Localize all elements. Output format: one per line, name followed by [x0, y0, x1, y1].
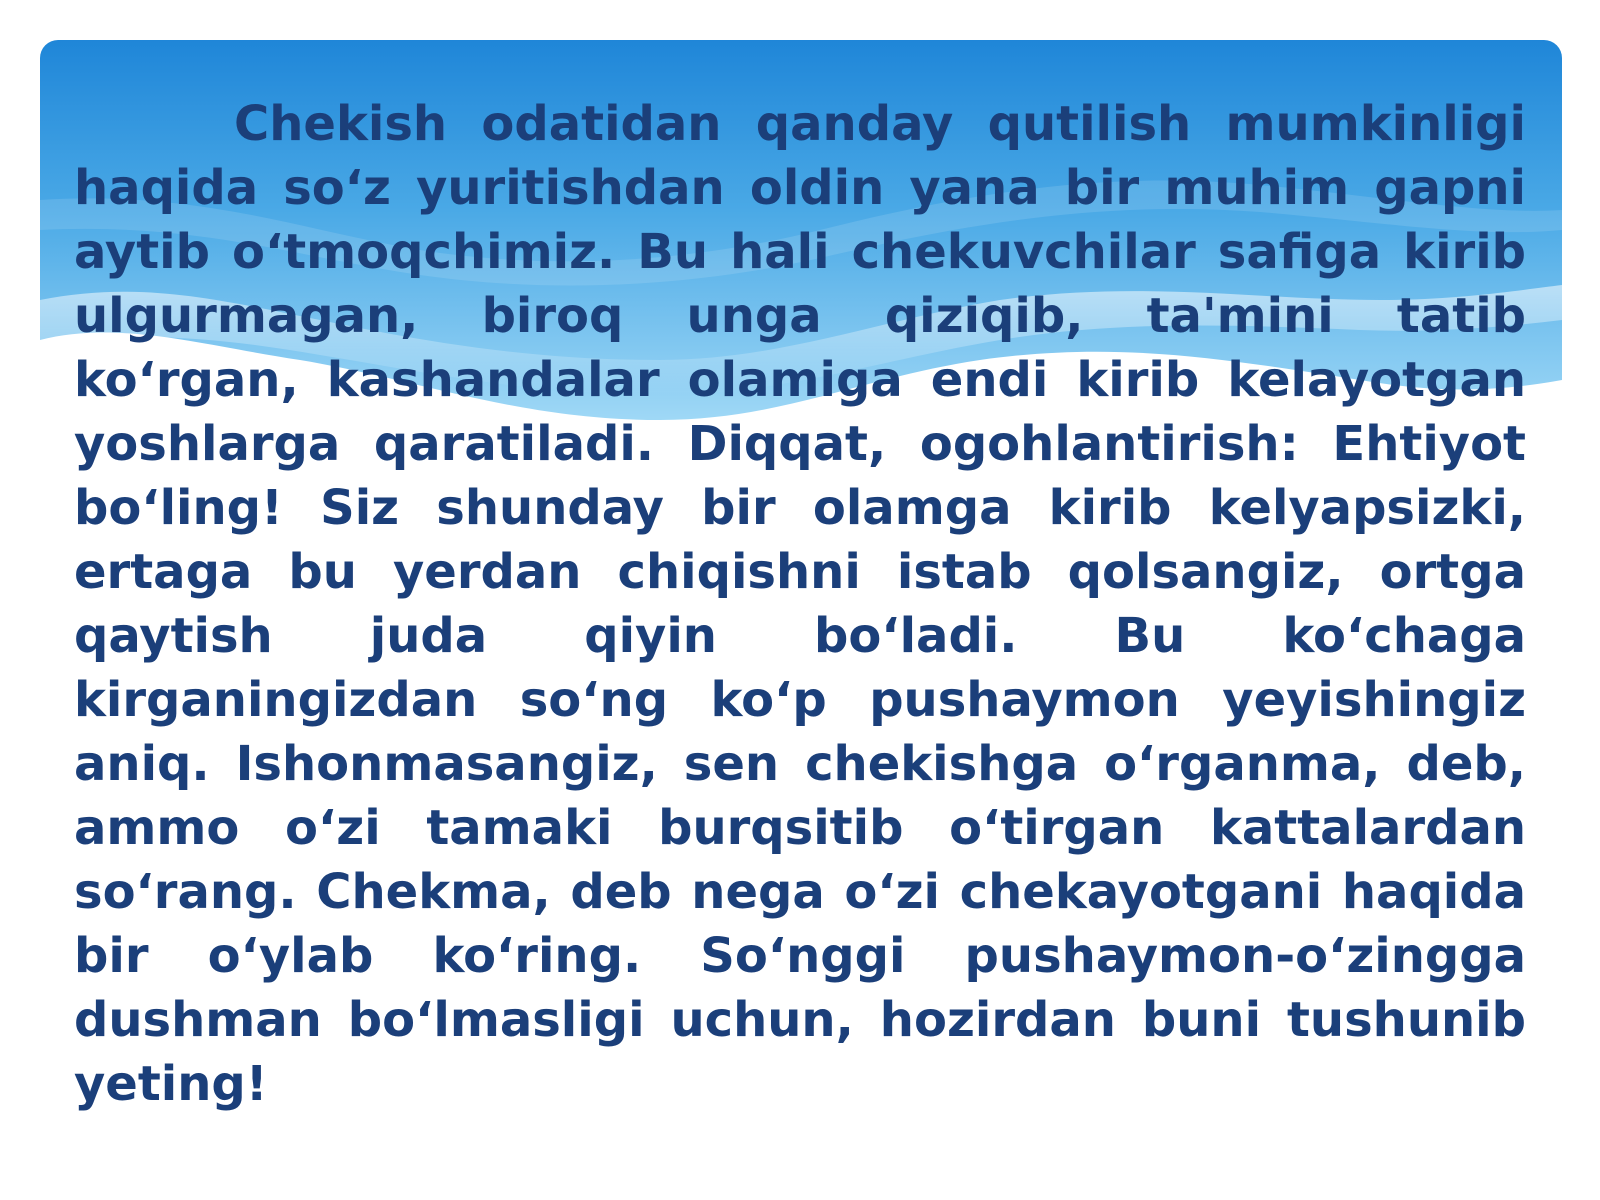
body-paragraph: Chekish odatidan qanday qutilish mumkinligi haqida so‘z yuritishdan oldin yana bir muhim gapni aytib o‘tmoqchimiz. Bu hali chekuvchilar safiga kirib ulgurmagan, biroq unga qiziqib, ta'mini tatib ko‘rgan, kashandalar olamiga endi kirib kelayotgan yoshlarga qaratiladi. Diqqat, ogohlantirish: Ehtiyot bo‘ling! Siz shunday bir olamga kirib kelyapsizki, ertaga bu yerdan chiqishni istab qolsangiz, ortga qaytish juda qiyin bo‘ladi. Bu ko‘chaga kirganingizdan so‘ng ko‘p pushaymon yeyishingiz aniq. Ishonmasangiz, sen chekishga o‘rganma, deb, ammo o‘zi tamaki burqsitib o‘tirgan kattalardan so‘rang. Chekma, deb nega o‘zi chekayotgani haqida bir o‘ylab ko‘ring. So‘nggi pushaymon-o‘zingga dushman bo‘lmasligi uchun, hozirdan buni tushunib yeting!: [74, 96, 1526, 1112]
